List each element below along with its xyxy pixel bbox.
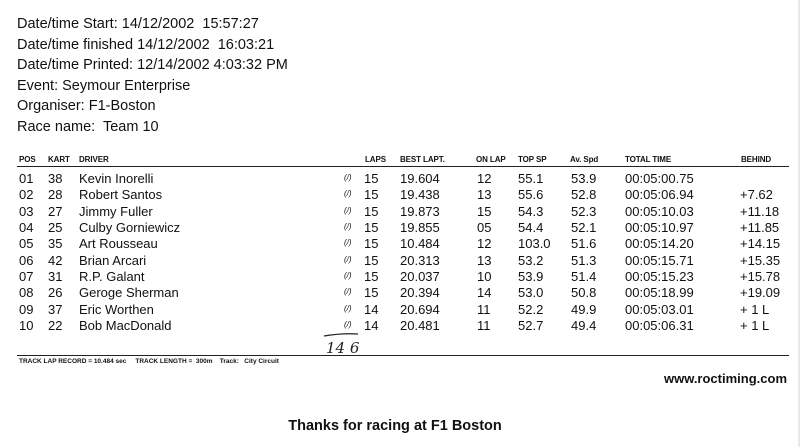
cell-driver: Brian Arcari: [79, 252, 147, 268]
table-row: [0, 204, 800, 220]
cell-pos: 07: [19, 269, 34, 285]
cell-total: 00:05:14.20: [625, 236, 694, 252]
table-row: [0, 171, 800, 187]
col-kart: KART: [48, 155, 70, 164]
cell-avspd: 52.1: [571, 220, 597, 236]
table-row: [0, 302, 800, 318]
race-name: Race name: Team 10: [17, 118, 159, 135]
cell-topsp: 53.9: [518, 269, 544, 285]
cell-behind: + 1 L: [740, 301, 770, 317]
cell-laps: 15: [364, 252, 379, 268]
cell-pos: 03: [19, 203, 34, 219]
printed-time: Date/time Printed: 12/14/2002 4:03:32 PM: [17, 57, 288, 74]
cell-kart: 28: [48, 187, 63, 203]
col-avg-speed: Av. Spd: [570, 155, 599, 164]
cell-onlap: 11: [477, 301, 491, 317]
cell-total: 00:05:10.03: [625, 203, 694, 219]
cell-pos: 05: [19, 236, 34, 252]
cell-best: 20.037: [400, 269, 440, 285]
cell-laps: 15: [364, 269, 379, 285]
event-name: Event: Seymour Enterprise: [17, 77, 191, 94]
table-row: [0, 285, 800, 301]
cell-driver: R.P. Galant: [79, 269, 145, 285]
cell-avspd: 51.4: [571, 269, 597, 285]
cell-best: 19.438: [400, 187, 440, 203]
table-row: [0, 220, 800, 236]
cell-total: 00:05:00.75: [625, 171, 694, 186]
cell-onlap: 13: [477, 187, 492, 203]
cell-topsp: 52.2: [518, 301, 544, 317]
cell-behind: +14.15: [740, 236, 781, 252]
cell-onlap: 05: [477, 220, 492, 236]
col-best-lap: BEST LAPT.: [400, 155, 445, 164]
cell-flag: (/): [344, 320, 352, 330]
cell-avspd: 51.6: [571, 236, 597, 252]
col-top-speed: TOP SP: [518, 155, 547, 164]
cell-avspd: 51.3: [571, 252, 597, 268]
cell-flag: (/): [344, 238, 352, 248]
cell-kart: 25: [48, 220, 63, 236]
track-info: TRACK LAP RECORD = 10.484 sec TRACK LENGTH = 300m Track: City Circuit: [19, 358, 279, 365]
cell-onlap: 11: [477, 318, 491, 334]
cell-topsp: 53.0: [518, 285, 544, 301]
cell-pos: 08: [19, 285, 34, 301]
col-behind: BEHIND: [741, 155, 772, 164]
cell-pos: 01: [19, 171, 34, 186]
finish-time: Date/time finished 14/12/2002 16:03:21: [17, 36, 275, 53]
cell-behind: +19.09: [740, 285, 781, 301]
cell-total: 00:05:15.71: [625, 252, 694, 268]
table-row: [0, 269, 800, 285]
cell-best: 20.481: [400, 318, 440, 334]
cell-total: 00:05:03.01: [625, 301, 694, 317]
footer-rule: [17, 355, 789, 356]
header-rule: [17, 166, 789, 167]
cell-total: 00:05:10.97: [625, 220, 694, 236]
thanks-message: Thanks for racing at F1 Boston: [288, 418, 502, 434]
cell-flag: (/): [344, 173, 352, 182]
cell-onlap: 12: [477, 171, 492, 186]
cell-kart: 26: [48, 285, 63, 301]
cell-onlap: 10: [477, 269, 492, 285]
cell-flag: (/): [344, 189, 352, 199]
cell-kart: 35: [48, 236, 63, 252]
cell-flag: (/): [344, 205, 352, 215]
cell-topsp: 55.6: [518, 187, 544, 203]
organiser: Organiser: F1-Boston: [17, 98, 156, 115]
cell-driver: Jimmy Fuller: [79, 203, 153, 219]
cell-total: 00:05:15.23: [625, 269, 694, 285]
cell-laps: 15: [364, 220, 379, 236]
cell-driver: Geroge Sherman: [79, 285, 179, 301]
cell-onlap: 15: [477, 203, 492, 219]
cell-flag: (/): [344, 254, 352, 264]
cell-laps: 15: [364, 171, 379, 186]
cell-driver: Art Rousseau: [79, 236, 158, 252]
cell-flag: (/): [344, 287, 352, 297]
cell-best: 20.694: [400, 301, 440, 317]
cell-pos: 04: [19, 220, 34, 236]
cell-behind: +11.18: [740, 203, 780, 219]
cell-topsp: 54.4: [518, 220, 544, 236]
cell-kart: 27: [48, 203, 63, 219]
cell-onlap: 12: [477, 236, 492, 252]
handwritten-note: 14 6: [326, 339, 360, 357]
cell-behind: +15.78: [740, 269, 781, 285]
col-driver: DRIVER: [79, 155, 109, 164]
cell-kart: 37: [48, 301, 63, 317]
cell-pos: 09: [19, 301, 34, 317]
cell-pos: 06: [19, 252, 34, 268]
cell-avspd: 53.9: [571, 171, 597, 186]
cell-best: 19.855: [400, 220, 440, 236]
cell-best: 10.484: [400, 236, 440, 252]
col-pos: POS: [19, 155, 36, 164]
cell-avspd: 52.3: [571, 203, 597, 219]
race-info: [17, 14, 288, 138]
table-row: [0, 318, 800, 334]
cell-driver: Bob MacDonald: [79, 318, 172, 334]
cell-driver: Eric Worthen: [79, 301, 154, 317]
cell-kart: 31: [48, 269, 63, 285]
col-laps: LAPS: [365, 155, 386, 164]
cell-kart: 22: [48, 318, 63, 334]
cell-driver: Culby Gorniewicz: [79, 220, 181, 236]
cell-laps: 14: [364, 301, 379, 317]
cell-laps: 15: [364, 203, 379, 219]
cell-laps: 15: [364, 236, 379, 252]
cell-onlap: 14: [477, 285, 492, 301]
start-time: Date/time Start: 14/12/2002 15:57:27: [17, 16, 259, 32]
cell-avspd: 49.9: [571, 301, 597, 317]
col-on-lap: ON LAP: [476, 155, 506, 164]
cell-driver: Robert Santos: [79, 187, 163, 203]
cell-best: 20.394: [400, 285, 440, 301]
cell-total: 00:05:06.94: [625, 187, 694, 203]
cell-total: 00:05:18.99: [625, 285, 694, 301]
table-row: [0, 187, 800, 203]
cell-pos: 10: [19, 318, 34, 334]
cell-total: 00:05:06.31: [625, 318, 694, 334]
cell-kart: 38: [48, 171, 63, 186]
cell-laps: 15: [364, 187, 379, 203]
cell-best: 19.873: [400, 203, 440, 219]
cell-topsp: 53.2: [518, 252, 544, 268]
cell-laps: 14: [364, 318, 379, 334]
col-total-time: TOTAL TIME: [625, 155, 672, 164]
cell-avspd: 49.4: [571, 318, 597, 334]
cell-topsp: 103.0: [518, 236, 551, 252]
cell-laps: 15: [364, 285, 379, 301]
website: www.roctiming.com: [663, 371, 787, 386]
cell-best: 20.313: [400, 252, 440, 268]
table-row: [0, 253, 800, 269]
cell-topsp: 54.3: [518, 203, 544, 219]
cell-pos: 02: [19, 187, 34, 203]
cell-onlap: 13: [477, 252, 492, 268]
cell-behind: +7.62: [740, 187, 773, 203]
cell-behind: +15.35: [740, 252, 781, 268]
cell-avspd: 52.8: [571, 187, 597, 203]
cell-driver: Kevin Inorelli: [79, 171, 154, 186]
cell-best: 19.604: [400, 171, 440, 186]
cell-topsp: 52.7: [518, 318, 544, 334]
cell-topsp: 55.1: [518, 171, 544, 186]
cell-flag: (/): [344, 271, 352, 281]
cell-avspd: 50.8: [571, 285, 597, 301]
cell-behind: + 1 L: [740, 318, 770, 334]
cell-flag: (/): [344, 303, 352, 313]
cell-behind: +11.85: [740, 220, 780, 236]
cell-flag: (/): [344, 222, 352, 232]
table-row: [0, 236, 800, 252]
cell-kart: 42: [48, 252, 63, 268]
